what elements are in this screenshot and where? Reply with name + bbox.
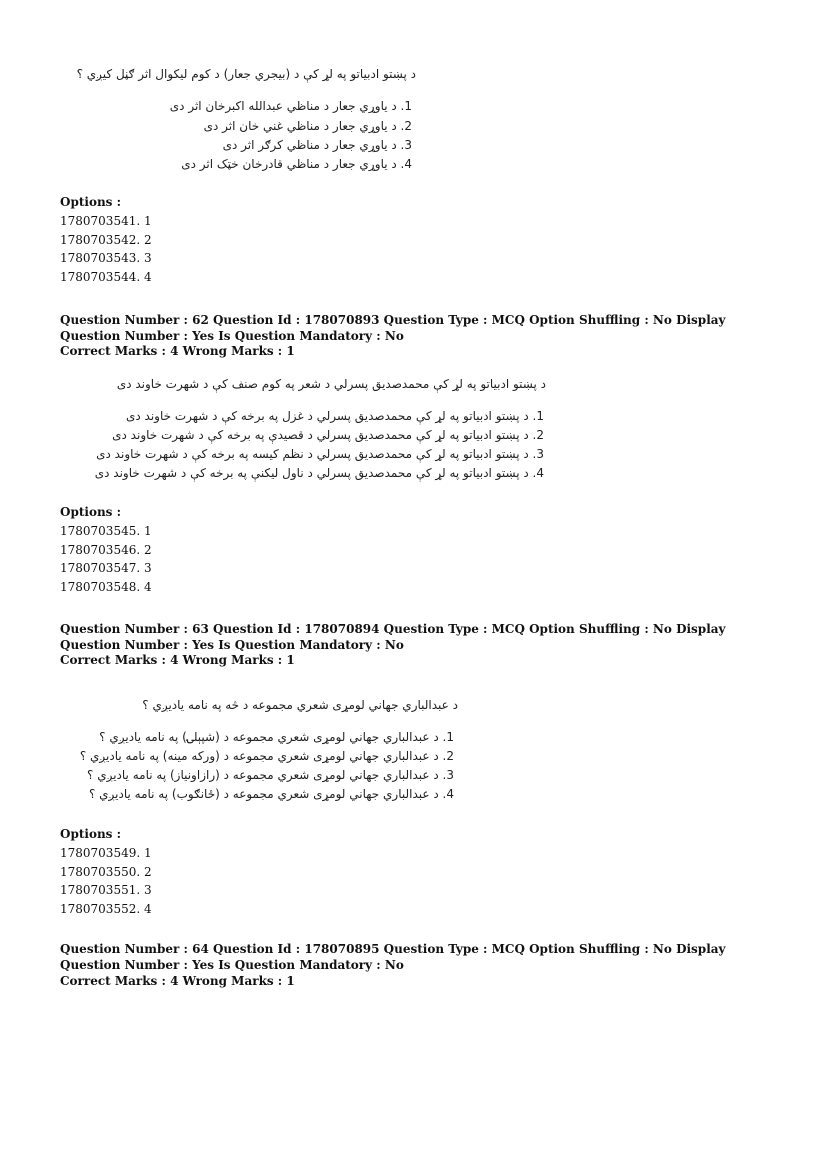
option-id: 1780703542. 2	[60, 232, 152, 247]
option-id: 1780703545. 1	[60, 524, 152, 538]
answer-option-2: 2. د عبدالباري جهاني لومړی شعري مجموعه د (ورکه مینه) په نامه یادیږي ؟	[79, 749, 454, 763]
question-prompt: د عبدالباري جهاني لومړی شعري مجموعه د څه په نامه یادیږي ؟	[142, 698, 458, 712]
options-label: Options :	[60, 827, 122, 841]
option-id-list	[60, 522, 152, 596]
answer-option-2: 2. د یاوړي جعار د مناظي غني خان اثر دی	[203, 119, 412, 133]
option-id-list	[60, 212, 152, 286]
option-id: 1780703548. 4	[60, 579, 152, 594]
answer-option-1: 1. د پښتو ادبیاتو په لړ کې محمدصدیق پسرلي د غزل په برخه کې د شهرت خاوند دی	[125, 409, 544, 423]
marks-line: Correct Marks : 4 Wrong Marks : 1	[60, 344, 295, 358]
option-id: 1780703549. 1	[60, 846, 152, 860]
options-label: Options :	[60, 505, 122, 519]
option-id: 1780703544. 4	[60, 269, 152, 284]
option-id-list	[60, 844, 152, 918]
answer-option-3: 3. د عبدالباري جهاني لومړی شعري مجموعه د (رازاونیاز) په نامه یادیږي ؟	[87, 768, 454, 782]
options-label: Options :	[60, 195, 122, 209]
question-header: Question Number : 64 Question Id : 178070895 Question Type : MCQ Option Shuffling : No Display Question Number : Yes Is Question Mandatory : No	[60, 942, 726, 972]
answer-option-4: 4. د عبدالباري جهاني لومړی شعري مجموعه د (ځانګوب) په نامه یادیږي ؟	[88, 787, 454, 801]
option-id: 1780703541. 1	[60, 214, 152, 228]
answer-option-1: 1. د یاوړي جعار د مناظي عبدالله اکبرخان اثر دی	[169, 99, 412, 113]
option-id: 1780703546. 2	[60, 542, 152, 557]
marks-line: Correct Marks : 4 Wrong Marks : 1	[60, 974, 295, 988]
question-prompt: د پښتو ادبیاتو په لړ کې د (بیجري جعار) د کوم لیکوال اثر ګڼل کیږي ؟	[76, 67, 416, 81]
answer-option-2: 2. د پښتو ادبیاتو په لړ کې محمدصدیق پسرلي د قصیدې په برخه کې د شهرت خاوند دی	[112, 428, 544, 442]
question-header: Question Number : 63 Question Id : 178070894 Question Type : MCQ Option Shuffling : No Display Question Number : Yes Is Question Mandatory : No	[60, 622, 726, 652]
option-id: 1780703552. 4	[60, 901, 152, 916]
option-id: 1780703547. 3	[60, 561, 152, 575]
answer-option-4: 4. د پښتو ادبیاتو په لړ کې محمدصدیق پسرلي د ناول لیکنې په برخه کې د شهرت خاوند دی	[94, 466, 544, 480]
option-id: 1780703551. 3	[60, 883, 152, 897]
option-id: 1780703543. 3	[60, 251, 152, 265]
answer-option-1: 1. د عبدالباري جهاني لومړی شعري مجموعه د (شپېلۍ) په نامه یادیږي ؟	[99, 730, 454, 744]
answer-option-4: 4. د یاوړي جعار د مناظي قادرخان خټک اثر دی	[181, 157, 412, 171]
marks-line: Correct Marks : 4 Wrong Marks : 1	[60, 653, 295, 667]
answer-option-3: 3. د پښتو ادبیاتو په لړ کې محمدصدیق پسرلي د نظم کیسه په برخه کې د شهرت خاوند دی	[96, 447, 544, 461]
question-prompt: د پښتو ادبیاتو په لړ کې محمدصدیق پسرلي د شعر په کوم صنف کې د شهرت خاوند دی	[116, 377, 546, 391]
answer-option-3: 3. د یاوړي جعار د مناظي کرګر اثر دی	[222, 138, 412, 152]
question-header: Question Number : 62 Question Id : 178070893 Question Type : MCQ Option Shuffling : No Display Question Number : Yes Is Question Mandatory : No	[60, 313, 726, 343]
option-id: 1780703550. 2	[60, 864, 152, 879]
